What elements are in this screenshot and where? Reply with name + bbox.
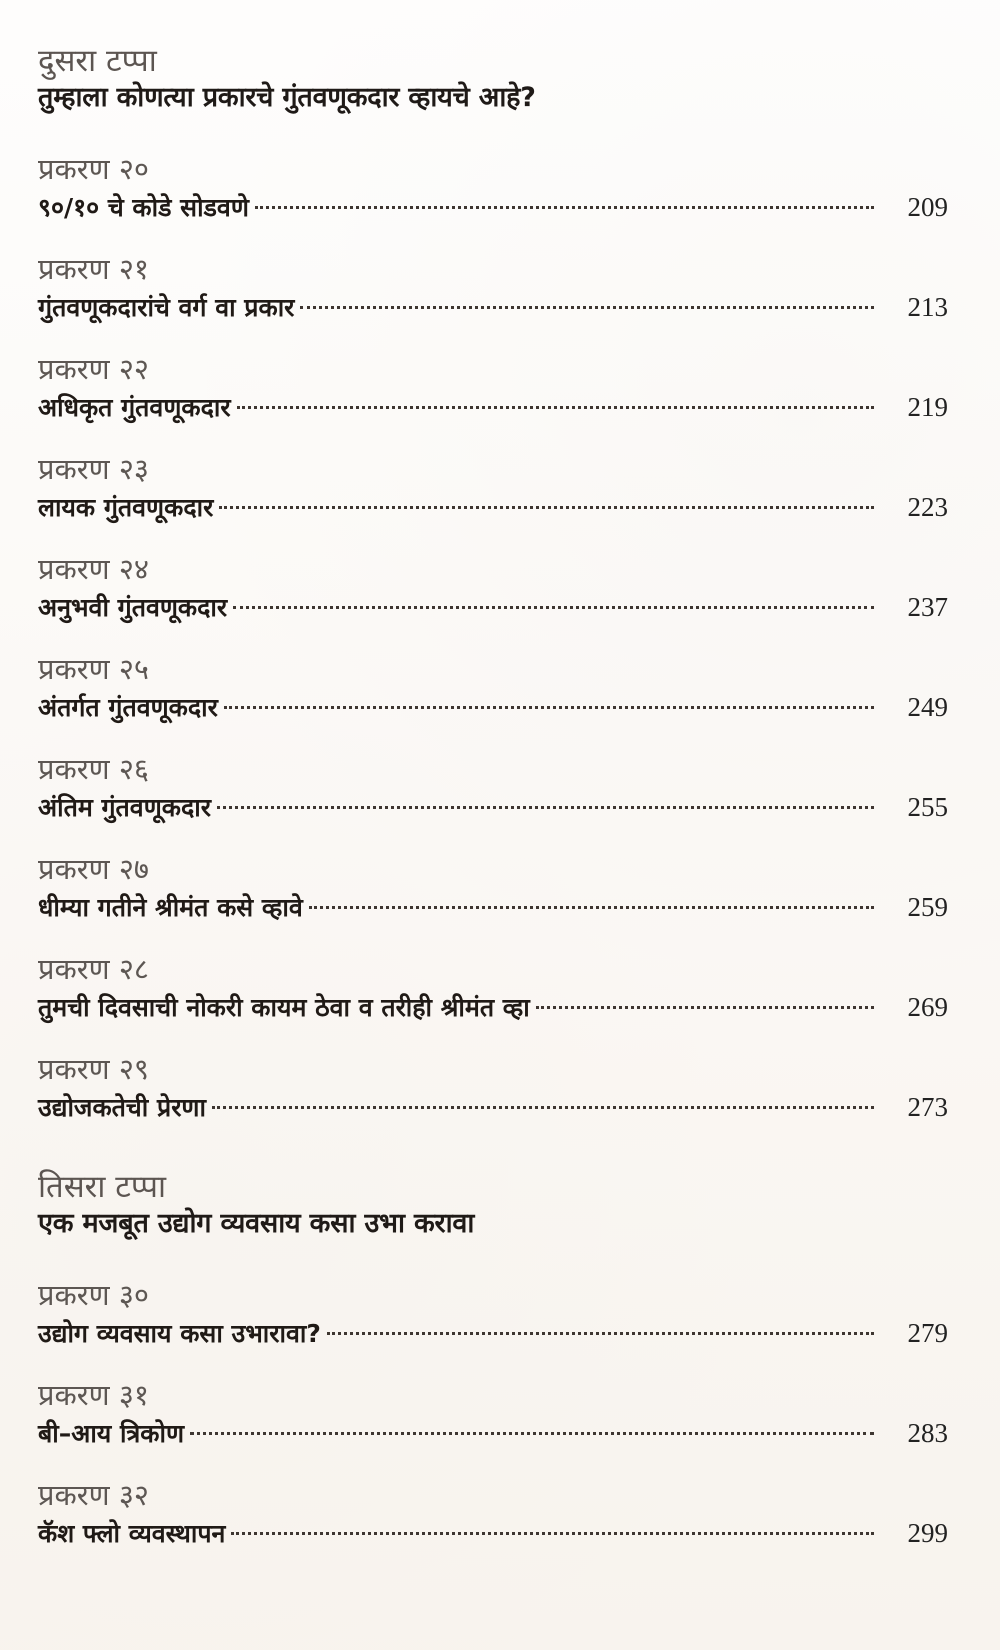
toc-entry xyxy=(38,850,948,950)
entry-row xyxy=(38,988,948,1027)
chapter-label: प्रकरण ३१ xyxy=(38,1378,149,1412)
chapter-label: प्रकरण २५ xyxy=(38,652,149,686)
toc-entry xyxy=(38,150,948,250)
entry-row xyxy=(38,688,948,727)
chapter-title: धीम्या गतीने श्रीमंत कसे व्हावे xyxy=(38,893,303,922)
entry-row xyxy=(38,388,948,427)
chapter-label: प्रकरण २१ xyxy=(38,252,149,286)
chapter-title: कॅश फ्लो व्यवस्थापन xyxy=(38,1519,226,1548)
page-number: 269 xyxy=(907,992,948,1022)
entry-row xyxy=(38,1314,948,1353)
page-number: 259 xyxy=(907,892,948,922)
page-number: 299 xyxy=(907,1518,948,1548)
toc-entry xyxy=(38,750,948,850)
toc-entry xyxy=(38,1276,948,1376)
part-label: दुसरा टप्पा xyxy=(38,43,157,79)
page-number: 283 xyxy=(907,1418,948,1448)
page-number: 219 xyxy=(907,392,948,422)
part-section xyxy=(38,42,948,1150)
section-spacer xyxy=(38,1150,948,1168)
toc-entry xyxy=(38,450,948,550)
chapter-title: उद्योजकतेची प्रेरणा xyxy=(38,1093,206,1122)
page-number: 213 xyxy=(907,292,948,322)
toc-entry xyxy=(38,1476,948,1576)
chapter-label: प्रकरण ३० xyxy=(38,1278,149,1312)
chapter-title: उद्योग व्यवसाय कसा उभारावा? xyxy=(38,1319,321,1348)
page-number: 249 xyxy=(907,692,948,722)
chapter-label: प्रकरण २८ xyxy=(38,952,149,986)
dotted-leader xyxy=(255,206,874,209)
part-heading xyxy=(38,1168,948,1242)
toc-entry xyxy=(38,1376,948,1476)
toc-entry xyxy=(38,950,948,1050)
dotted-leader xyxy=(219,506,874,509)
chapter-label: प्रकरण २७ xyxy=(38,852,149,886)
chapter-label: प्रकरण २३ xyxy=(38,452,149,486)
part-label: तिसरा टप्पा xyxy=(38,1169,167,1205)
page-number: 237 xyxy=(907,592,948,622)
table-of-contents xyxy=(38,42,948,1576)
toc-entry xyxy=(38,550,948,650)
toc-entry xyxy=(38,350,948,450)
dotted-leader xyxy=(231,1532,874,1535)
chapter-label: प्रकरण ३२ xyxy=(38,1478,149,1512)
entry-row xyxy=(38,588,948,627)
chapter-title: अंतर्गत गुंतवणूकदार xyxy=(38,693,218,722)
toc-entry xyxy=(38,250,948,350)
page-number: 273 xyxy=(907,1092,948,1122)
chapter-title: लायक गुंतवणूकदार xyxy=(38,493,214,522)
entry-row xyxy=(38,288,948,327)
chapter-title: अंतिम गुंतवणूकदार xyxy=(38,793,211,822)
part-title: तुम्हाला कोणत्या प्रकारचे गुंतवणूकदार व्हायचे आहे? xyxy=(38,82,536,113)
chapter-title: अधिकृत गुंतवणूकदार xyxy=(38,393,231,422)
chapter-title: बी–आय त्रिकोण xyxy=(38,1419,185,1448)
entry-row xyxy=(38,1088,948,1127)
toc-entry xyxy=(38,1050,948,1150)
page-number: 209 xyxy=(907,192,948,222)
part-section xyxy=(38,1168,948,1576)
dotted-leader xyxy=(536,1006,874,1009)
chapter-label: प्रकरण २२ xyxy=(38,352,149,386)
toc-entry xyxy=(38,650,948,750)
dotted-leader xyxy=(309,906,874,909)
dotted-leader xyxy=(190,1432,874,1435)
dotted-leader xyxy=(327,1332,874,1335)
page-number: 223 xyxy=(907,492,948,522)
entry-row xyxy=(38,1514,948,1553)
entry-row xyxy=(38,188,948,227)
dotted-leader xyxy=(233,606,874,609)
chapter-title: अनुभवी गुंतवणूकदार xyxy=(38,593,228,622)
entry-row xyxy=(38,488,948,527)
chapter-title: ९०/१० चे कोडे सोडवणे xyxy=(38,193,249,222)
entry-row xyxy=(38,888,948,927)
entry-row xyxy=(38,1414,948,1453)
chapter-title: तुमची दिवसाची नोकरी कायम ठेवा व तरीही श्रीमंत व्हा xyxy=(38,993,530,1022)
dotted-leader xyxy=(224,706,874,709)
chapter-title: गुंतवणूकदारांचे वर्ग वा प्रकार xyxy=(38,293,295,322)
part-title: एक मजबूत उद्योग व्यवसाय कसा उभा करावा xyxy=(38,1208,475,1239)
dotted-leader xyxy=(217,806,874,809)
dotted-leader xyxy=(300,306,874,309)
dotted-leader xyxy=(237,406,874,409)
chapter-label: प्रकरण २० xyxy=(38,152,149,186)
chapter-label: प्रकरण २४ xyxy=(38,552,149,586)
dotted-leader xyxy=(212,1106,874,1109)
chapter-label: प्रकरण २६ xyxy=(38,752,149,786)
part-heading xyxy=(38,42,948,116)
page-number: 255 xyxy=(907,792,948,822)
entry-row xyxy=(38,788,948,827)
chapter-label: प्रकरण २९ xyxy=(38,1052,149,1086)
page-number: 279 xyxy=(907,1318,948,1348)
